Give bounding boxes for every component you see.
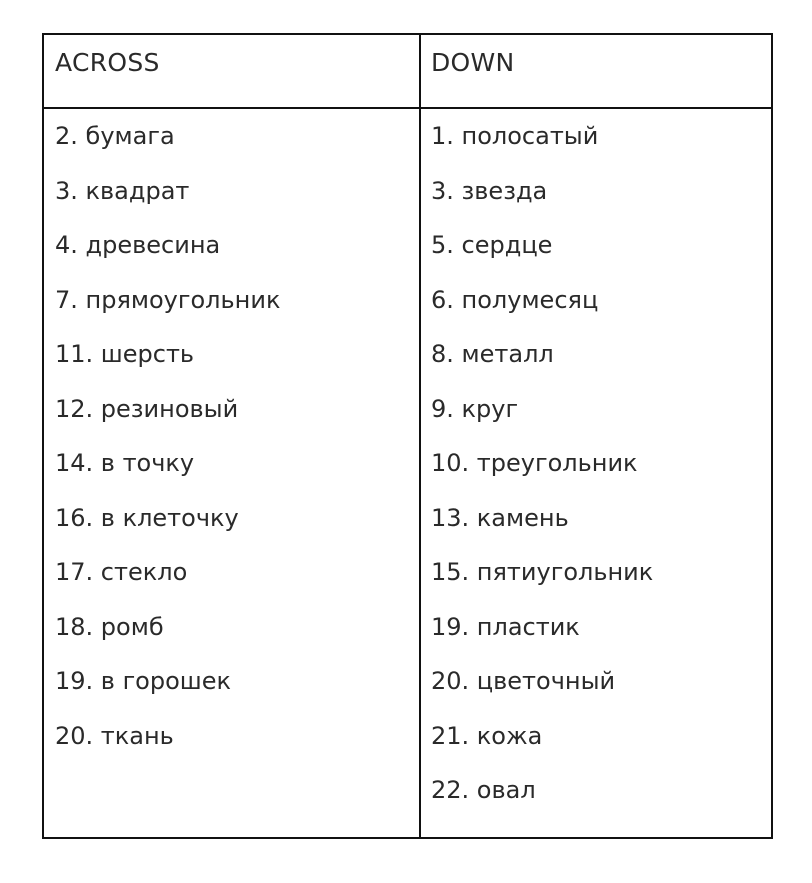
down-clue: 10. треугольник [431, 449, 638, 477]
down-clue: 13. камень [431, 503, 569, 532]
down-clue: 8. металл [431, 340, 554, 368]
across-clue: 18. ромб [55, 612, 164, 641]
down-clue: 9. круг [431, 394, 519, 423]
header-divider [44, 107, 771, 109]
column-divider [419, 35, 421, 837]
across-clue: 2. бумага [55, 122, 175, 150]
across-clue: 12. резиновый [55, 394, 239, 423]
across-clue: 7. прямоугольник [55, 285, 281, 314]
down-clue: 22. овал [431, 776, 536, 804]
across-header: ACROSS [55, 48, 160, 77]
down-clue: 5. сердце [431, 231, 553, 259]
across-clue: 16. в клеточку [55, 503, 239, 532]
across-clue: 14. в точку [55, 449, 195, 477]
down-clue: 21. кожа [431, 721, 543, 750]
down-clue: 6. полумесяц [431, 285, 599, 314]
down-clue: 1. полосатый [431, 122, 599, 150]
down-clue: 15. пятиугольник [431, 558, 654, 586]
across-clue: 3. квадрат [55, 176, 190, 205]
down-clue: 20. цветочный [431, 667, 616, 695]
down-clue: 3. звезда [431, 176, 548, 205]
across-clue: 4. древесина [55, 231, 221, 259]
across-clue: 20. ткань [55, 721, 174, 750]
across-clue: 19. в горошек [55, 667, 232, 695]
across-clue: 11. шерсть [55, 340, 195, 368]
down-header: DOWN [431, 48, 515, 77]
across-clue-list [55, 121, 280, 775]
down-clue: 19. пластик [431, 612, 580, 641]
across-clue: 17. стекло [55, 558, 188, 586]
crossword-clue-table [42, 33, 773, 839]
down-clue-list [431, 121, 653, 830]
